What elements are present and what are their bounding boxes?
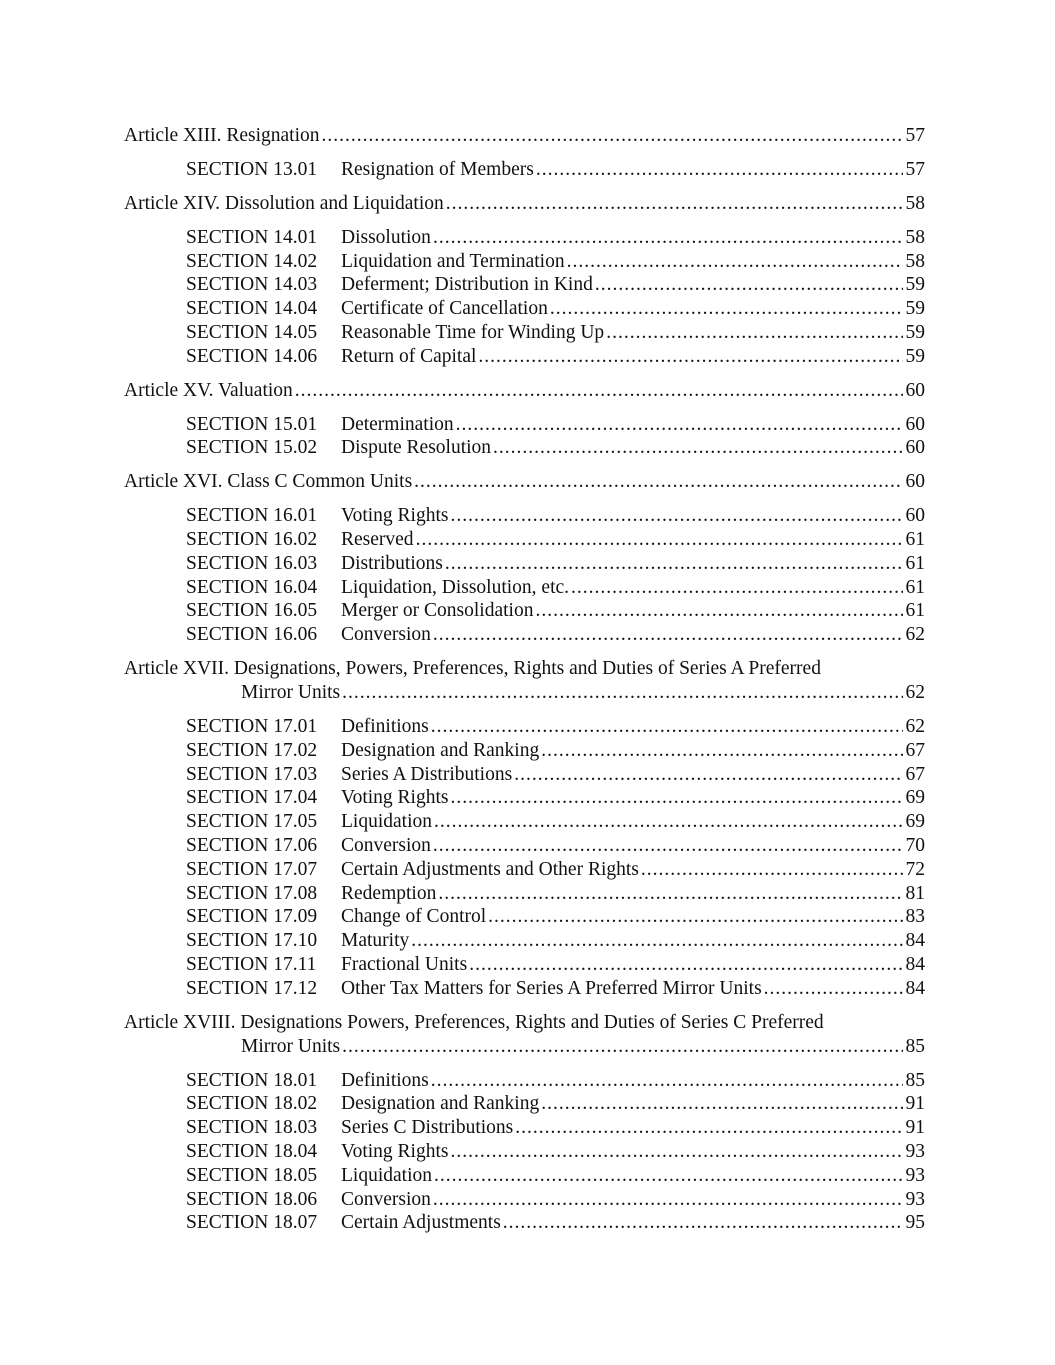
section-title: Liquidation and Termination xyxy=(341,250,565,272)
toc-section-entry[interactable] xyxy=(124,929,925,953)
page-number: 91 xyxy=(905,1117,925,1139)
toc-article-entry[interactable] xyxy=(124,657,925,681)
section-title: Return of Capital xyxy=(341,345,477,367)
section-number: SECTION 18.02 xyxy=(186,1093,318,1115)
section-number: SECTION 16.01 xyxy=(186,505,318,527)
toc-article xyxy=(124,470,925,647)
section-number: SECTION 17.04 xyxy=(186,787,318,809)
page-number: 60 xyxy=(905,437,925,459)
section-number: SECTION 16.02 xyxy=(186,528,318,550)
dot-leader xyxy=(536,158,903,182)
dot-leader xyxy=(431,715,903,739)
section-number: SECTION 17.06 xyxy=(186,834,318,856)
article-title: Article XVII. Designations, Powers, Preferences, Rights and Duties of Series A Preferred xyxy=(124,657,821,679)
toc-section-entry[interactable] xyxy=(124,739,925,763)
toc-article xyxy=(124,1011,925,1236)
toc-section-entry[interactable] xyxy=(124,273,925,297)
page-number: 72 xyxy=(905,858,925,880)
section-title: Voting Rights xyxy=(341,1140,449,1162)
section-number: SECTION 18.04 xyxy=(186,1140,318,1162)
toc-article xyxy=(124,657,925,1001)
dot-leader xyxy=(434,1164,903,1188)
dot-leader xyxy=(342,1035,903,1059)
section-title: Change of Control xyxy=(341,906,487,928)
page-number: 61 xyxy=(905,528,925,550)
dot-leader xyxy=(434,810,903,834)
section-number: SECTION 15.01 xyxy=(186,413,318,435)
section-number: SECTION 18.05 xyxy=(186,1164,318,1186)
section-title: Redemption xyxy=(341,882,437,904)
toc-section-entry[interactable] xyxy=(124,552,925,576)
dot-leader xyxy=(433,1188,903,1212)
page-number: 85 xyxy=(905,1035,925,1057)
section-title: Conversion xyxy=(341,624,431,646)
toc-section-entry[interactable] xyxy=(124,834,925,858)
dot-leader xyxy=(469,953,903,977)
toc-section-entry[interactable] xyxy=(124,345,925,369)
toc-section-entry[interactable] xyxy=(124,763,925,787)
section-title: Liquidation, Dissolution, etc. xyxy=(341,576,570,598)
section-title: Designation and Ranking xyxy=(341,739,540,761)
dot-leader xyxy=(535,599,903,623)
page-number: 61 xyxy=(905,600,925,622)
toc-section-entry[interactable] xyxy=(124,321,925,345)
toc-section-entry[interactable] xyxy=(124,882,925,906)
article-title: Article XV. Valuation xyxy=(124,379,293,401)
section-title: Designation and Ranking xyxy=(341,1093,540,1115)
page-number: 91 xyxy=(905,1093,925,1115)
section-number: SECTION 17.02 xyxy=(186,739,318,761)
toc-section-entry[interactable] xyxy=(124,1116,925,1140)
page-number: 60 xyxy=(905,471,925,493)
section-title: Certificate of Cancellation xyxy=(341,298,548,320)
toc-section-entry[interactable] xyxy=(124,158,925,182)
toc-section-entry[interactable] xyxy=(124,599,925,623)
article-title: Article XIV. Dissolution and Liquidation xyxy=(124,192,444,214)
toc-section-entry[interactable] xyxy=(124,905,925,929)
dot-leader xyxy=(433,226,903,250)
section-number: SECTION 14.02 xyxy=(186,250,318,272)
dot-leader xyxy=(606,321,903,345)
dot-leader xyxy=(493,436,903,460)
section-title: Definitions xyxy=(341,1069,429,1091)
toc-section-entry[interactable] xyxy=(124,528,925,552)
toc-article xyxy=(124,379,925,461)
dot-leader xyxy=(450,1140,903,1164)
section-number: SECTION 18.03 xyxy=(186,1117,318,1139)
section-number: SECTION 17.10 xyxy=(186,930,318,952)
section-number: SECTION 16.04 xyxy=(186,576,318,598)
section-number: SECTION 17.01 xyxy=(186,715,318,737)
toc-article-entry-continued[interactable] xyxy=(124,681,925,705)
dot-leader xyxy=(515,1116,903,1140)
section-number: SECTION 17.03 xyxy=(186,763,318,785)
page-number: 70 xyxy=(905,834,925,856)
toc-section-entry[interactable] xyxy=(124,226,925,250)
section-title: Fractional Units xyxy=(341,953,468,975)
page-number: 69 xyxy=(905,787,925,809)
page-number: 61 xyxy=(905,576,925,598)
toc-section-entry[interactable] xyxy=(124,576,925,600)
toc-section-entry[interactable] xyxy=(124,858,925,882)
section-title: Distributions xyxy=(341,552,443,574)
section-title: Reasonable Time for Winding Up xyxy=(341,321,605,343)
toc-section-entry[interactable] xyxy=(124,436,925,460)
section-title: Other Tax Matters for Series A Preferred Mirror Units xyxy=(341,977,762,999)
section-title: Conversion xyxy=(341,1188,431,1210)
toc-article-entry[interactable] xyxy=(124,470,925,494)
section-title: Voting Rights xyxy=(341,505,449,527)
section-title: Resignation of Members xyxy=(341,159,534,180)
section-title: Deferment; Distribution in Kind xyxy=(341,274,593,296)
toc-section-entry[interactable] xyxy=(124,1211,925,1235)
section-title: Certain Adjustments xyxy=(341,1212,501,1234)
dot-leader xyxy=(550,297,903,321)
section-number: SECTION 14.06 xyxy=(186,345,318,367)
dot-leader xyxy=(641,858,903,882)
section-number: SECTION 17.07 xyxy=(186,858,318,880)
dot-leader xyxy=(514,763,903,787)
page-number: 84 xyxy=(905,953,925,975)
page-number: 59 xyxy=(905,298,925,320)
dot-leader xyxy=(438,882,903,906)
section-number: SECTION 18.01 xyxy=(186,1069,318,1091)
dot-leader xyxy=(450,504,903,528)
page-number: 59 xyxy=(905,274,925,296)
page-number: 61 xyxy=(905,552,925,574)
article-title-continued: Mirror Units xyxy=(241,681,341,703)
toc-section-entry[interactable] xyxy=(124,413,925,437)
page-number: 59 xyxy=(905,345,925,367)
article-title: Article XIII. Resignation xyxy=(124,125,320,146)
section-number: SECTION 14.05 xyxy=(186,321,318,343)
section-title: Merger or Consolidation xyxy=(341,600,534,622)
dot-leader xyxy=(456,413,903,437)
dot-leader xyxy=(503,1211,903,1235)
section-title: Liquidation xyxy=(341,1164,432,1186)
toc-section-entry[interactable] xyxy=(124,810,925,834)
table-of-contents xyxy=(124,124,925,1245)
dot-leader xyxy=(478,345,903,369)
page-number: 85 xyxy=(905,1069,925,1091)
section-title: Dispute Resolution xyxy=(341,437,492,459)
section-title: Liquidation xyxy=(341,811,432,833)
toc-section-entry[interactable] xyxy=(124,623,925,647)
section-number: SECTION 18.06 xyxy=(186,1188,318,1210)
dot-leader xyxy=(488,905,903,929)
section-number: SECTION 14.01 xyxy=(186,226,318,248)
page-number: 93 xyxy=(905,1188,925,1210)
page-number: 60 xyxy=(905,413,925,435)
section-number: SECTION 17.12 xyxy=(186,977,318,999)
dot-leader xyxy=(416,528,903,552)
toc-section-entry[interactable] xyxy=(124,1092,925,1116)
toc-article xyxy=(124,124,925,182)
toc-article xyxy=(124,192,925,369)
toc-article-entry[interactable] xyxy=(124,124,925,148)
toc-article-entry[interactable] xyxy=(124,379,925,403)
page-number: 62 xyxy=(905,681,925,703)
page-number: 93 xyxy=(905,1164,925,1186)
page-number: 62 xyxy=(905,715,925,737)
section-number: SECTION 17.09 xyxy=(186,906,318,928)
page-number: 58 xyxy=(905,250,925,272)
section-title: Maturity xyxy=(341,930,410,952)
page-number: 62 xyxy=(905,624,925,646)
page-number: 59 xyxy=(905,321,925,343)
section-title: Definitions xyxy=(341,715,429,737)
toc-section-entry[interactable] xyxy=(124,786,925,810)
section-title: Dissolution xyxy=(341,226,431,248)
page-number: 69 xyxy=(905,811,925,833)
dot-leader xyxy=(450,786,903,810)
dot-leader xyxy=(764,977,903,1001)
section-title: Certain Adjustments and Other Rights xyxy=(341,858,639,880)
page-number: 95 xyxy=(905,1212,925,1234)
page-number: 81 xyxy=(905,882,925,904)
dot-leader xyxy=(445,552,903,576)
section-number: SECTION 17.05 xyxy=(186,811,318,833)
section-number: SECTION 15.02 xyxy=(186,437,318,459)
toc-section-entry[interactable] xyxy=(124,250,925,274)
toc-article-entry[interactable] xyxy=(124,1011,925,1035)
page-number: 60 xyxy=(905,505,925,527)
dot-leader xyxy=(541,1092,903,1116)
section-number: SECTION 17.11 xyxy=(186,953,317,975)
dot-leader xyxy=(595,273,903,297)
dot-leader xyxy=(342,681,903,705)
page-number: 84 xyxy=(905,977,925,999)
article-title: Article XVI. Class C Common Units xyxy=(124,471,413,493)
toc-section-entry[interactable] xyxy=(124,504,925,528)
toc-section-entry[interactable] xyxy=(124,953,925,977)
section-title: Series A Distributions xyxy=(341,763,513,785)
dot-leader xyxy=(567,250,903,274)
article-title: Article XVIII. Designations Powers, Preferences, Rights and Duties of Series C Preferred xyxy=(124,1011,824,1033)
toc-section-entry[interactable] xyxy=(124,715,925,739)
toc-section-entry[interactable] xyxy=(124,1069,925,1093)
section-number: SECTION 18.07 xyxy=(186,1212,318,1234)
toc-section-entry[interactable] xyxy=(124,1140,925,1164)
section-title: Reserved xyxy=(341,528,414,550)
toc-article-entry[interactable] xyxy=(124,192,925,216)
dot-leader xyxy=(446,192,903,216)
dot-leader xyxy=(571,576,903,600)
page-number: 84 xyxy=(905,930,925,952)
page-number: 57 xyxy=(905,159,925,180)
toc-article-entry-continued[interactable] xyxy=(124,1035,925,1059)
section-number: SECTION 17.08 xyxy=(186,882,318,904)
page-number: 60 xyxy=(905,379,925,401)
toc-section-entry[interactable] xyxy=(124,977,925,1001)
section-title: Voting Rights xyxy=(341,787,449,809)
dot-leader xyxy=(322,124,904,148)
toc-section-entry[interactable] xyxy=(124,297,925,321)
page-number: 58 xyxy=(905,226,925,248)
dot-leader xyxy=(295,379,903,403)
section-title: Series C Distributions xyxy=(341,1117,514,1139)
section-number: SECTION 16.05 xyxy=(186,600,318,622)
page-number: 67 xyxy=(905,763,925,785)
toc-section-entry[interactable] xyxy=(124,1188,925,1212)
page-number: 67 xyxy=(905,739,925,761)
dot-leader xyxy=(433,834,903,858)
dot-leader xyxy=(431,1069,903,1093)
page-number: 57 xyxy=(905,125,925,146)
toc-section-entry[interactable] xyxy=(124,1164,925,1188)
dot-leader xyxy=(411,929,903,953)
article-title-continued: Mirror Units xyxy=(241,1035,341,1057)
section-number: SECTION 16.06 xyxy=(186,624,318,646)
section-title: Determination xyxy=(341,413,454,435)
page-number: 58 xyxy=(905,192,925,214)
dot-leader xyxy=(433,623,903,647)
section-number: SECTION 16.03 xyxy=(186,552,318,574)
section-number: SECTION 13.01 xyxy=(186,159,318,180)
page-number: 83 xyxy=(905,906,925,928)
page-number: 93 xyxy=(905,1140,925,1162)
dot-leader xyxy=(414,470,903,494)
section-number: SECTION 14.04 xyxy=(186,298,318,320)
section-title: Conversion xyxy=(341,834,431,856)
section-number: SECTION 14.03 xyxy=(186,274,318,296)
dot-leader xyxy=(541,739,903,763)
